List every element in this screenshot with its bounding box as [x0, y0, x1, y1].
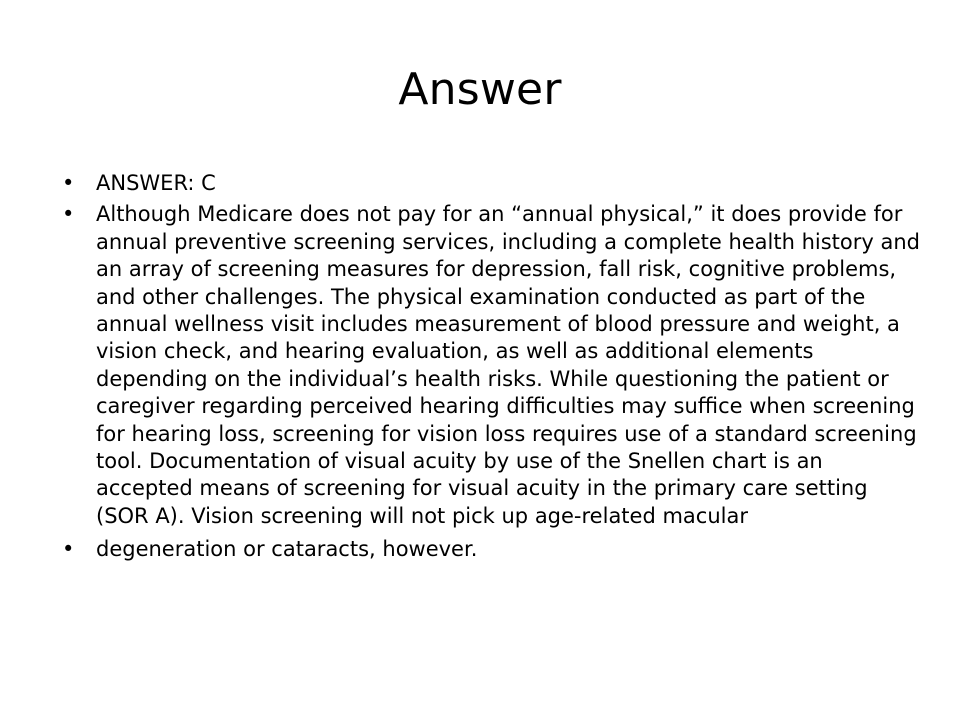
bullet-text: ANSWER: C [96, 171, 216, 195]
bullet-list [62, 170, 922, 568]
bullet-dot-icon: • [62, 537, 75, 562]
bullet-item-answer [62, 170, 922, 197]
bullet-item-explanation [62, 201, 922, 530]
bullet-text: Although Medicare does not pay for an “annual physical,” it does provide for annual preventive screening services, including a complete health history and an array of screening measures for depression, fall risk, cognitive problems, and other challenges. The physical examination conducted as part of the annual wellness visit includes measurement of blood pressure and weight, a vision check, and hearing evaluation, as well as additional elements depending on the individual’s health risks. While questioning the patient or caregiver regarding perceived hearing difficulties may suffice when screening for hearing loss, screening for vision loss requires use of a standard screening tool. Documentation of visual acuity by use of the Snellen chart is an accepted means of screening for visual acuity in the primary care setting (SOR A). Vision screening will not pick up age-related macular [96, 202, 921, 528]
bullet-dot-icon: • [62, 202, 75, 227]
bullet-item-continuation [62, 536, 922, 563]
bullet-dot-icon: • [62, 171, 75, 195]
bullet-text: degeneration or cataracts, however. [96, 537, 478, 562]
slide-title: Answer [398, 64, 562, 115]
